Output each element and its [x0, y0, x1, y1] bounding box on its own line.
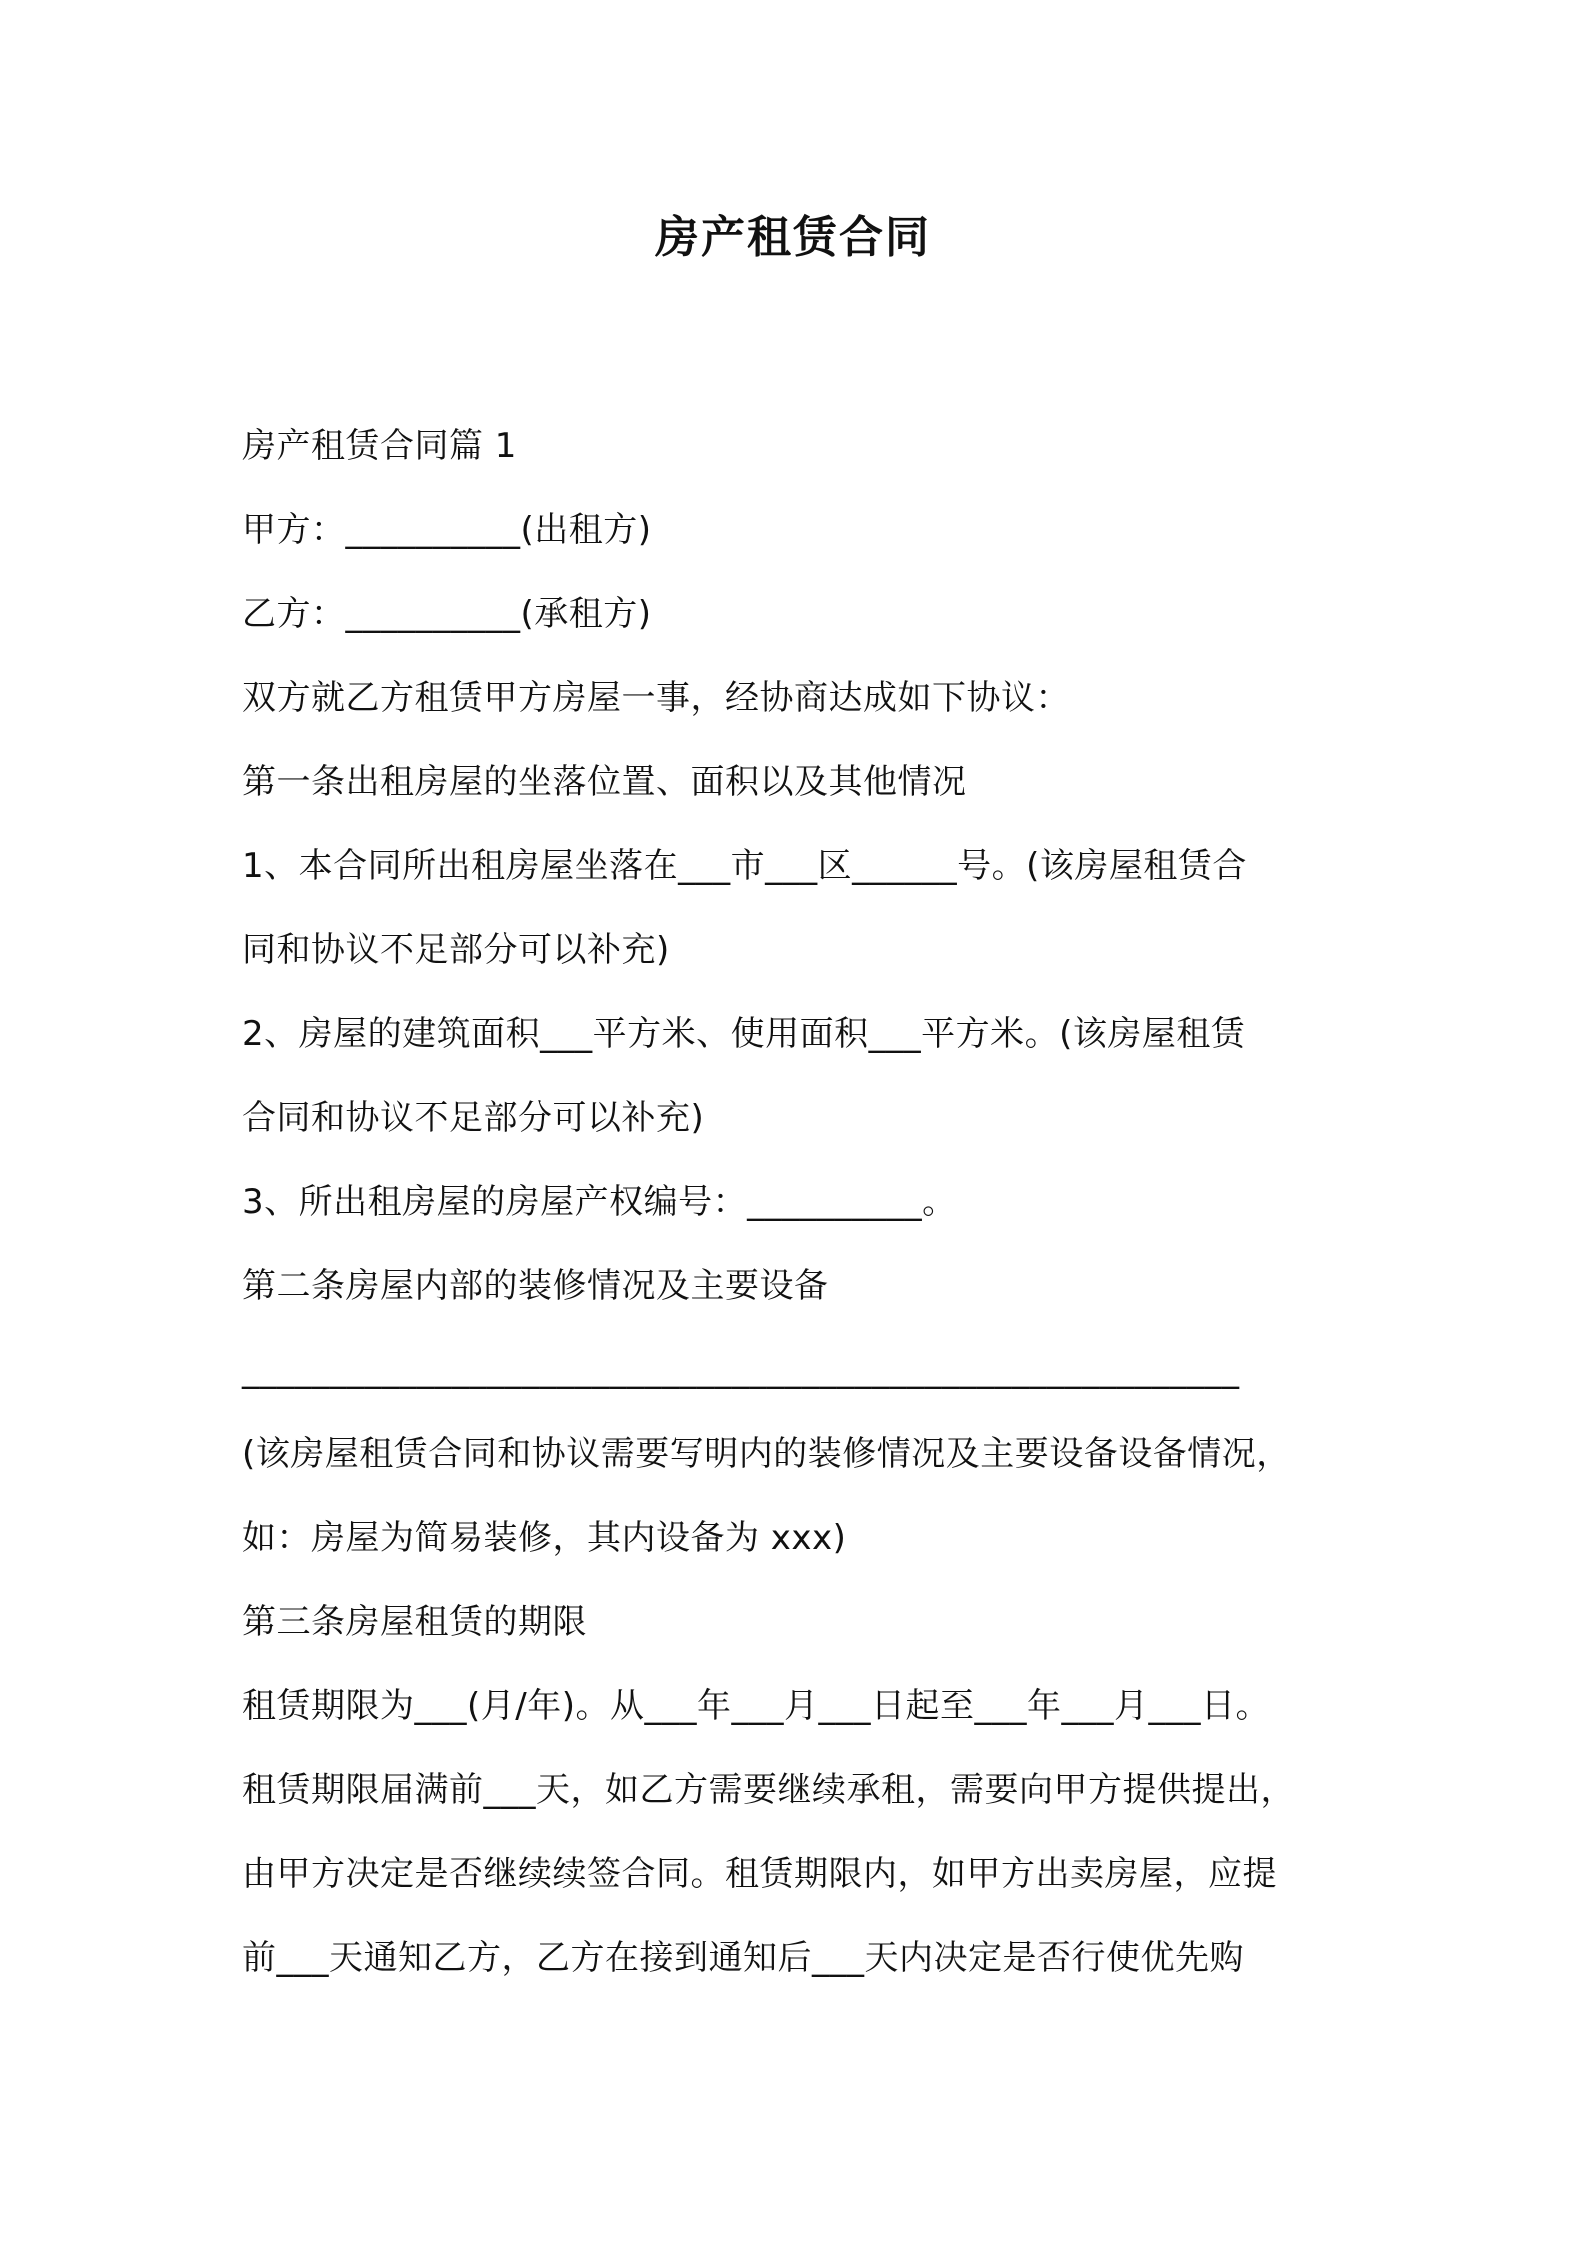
document-title: 房产租赁合同	[655, 212, 931, 263]
blank-line: _________________________________________________________	[242, 1350, 1240, 1390]
party-a-line: 甲方：__________(出租方)	[242, 510, 652, 550]
agreement-intro: 双方就乙方租赁甲方房屋一事，经协商达成如下协议：	[242, 678, 1070, 718]
article-1-heading: 第一条出租房屋的坐落位置、面积以及其他情况	[242, 762, 967, 802]
article-1-item-1: 1、本合同所出租房屋坐落在___市___区______号。(该房屋租赁合	[242, 846, 1247, 886]
article-1-item-1-cont: 同和协议不足部分可以补充)	[242, 930, 670, 970]
party-b-line: 乙方：__________(承租方)	[242, 594, 652, 634]
article-2-note: (该房屋租赁合同和协议需要写明内的装修情况及主要设备设备情况，	[242, 1434, 1291, 1474]
article-2-heading: 第二条房屋内部的装修情况及主要设备	[242, 1266, 829, 1306]
section-heading: 房产租赁合同篇 1	[242, 426, 517, 466]
article-3-renewal: 租赁期限届满前___天，如乙方需要继续承租，需要向甲方提供提出，	[242, 1770, 1295, 1810]
article-1-item-2: 2、房屋的建筑面积___平方米、使用面积___平方米。(该房屋租赁	[242, 1014, 1246, 1054]
article-3-renewal-cont: 由甲方决定是否继续续签合同。租赁期限内，如甲方出卖房屋，应提	[242, 1854, 1277, 1894]
article-3-notice: 前___天通知乙方，乙方在接到通知后___天内决定是否行使优先购	[242, 1938, 1244, 1978]
article-3-term: 租赁期限为___(月/年)。从___年___月___日起至___年___月___日。	[242, 1686, 1270, 1726]
article-1-item-3: 3、所出租房屋的房屋产权编号：__________。	[242, 1182, 957, 1222]
document-body	[242, 404, 1382, 2000]
article-3-heading: 第三条房屋租赁的期限	[242, 1602, 587, 1642]
article-1-item-2-cont: 合同和协议不足部分可以补充)	[242, 1098, 705, 1138]
article-2-note-cont: 如：房屋为简易装修，其内设备为 xxx)	[242, 1518, 847, 1558]
